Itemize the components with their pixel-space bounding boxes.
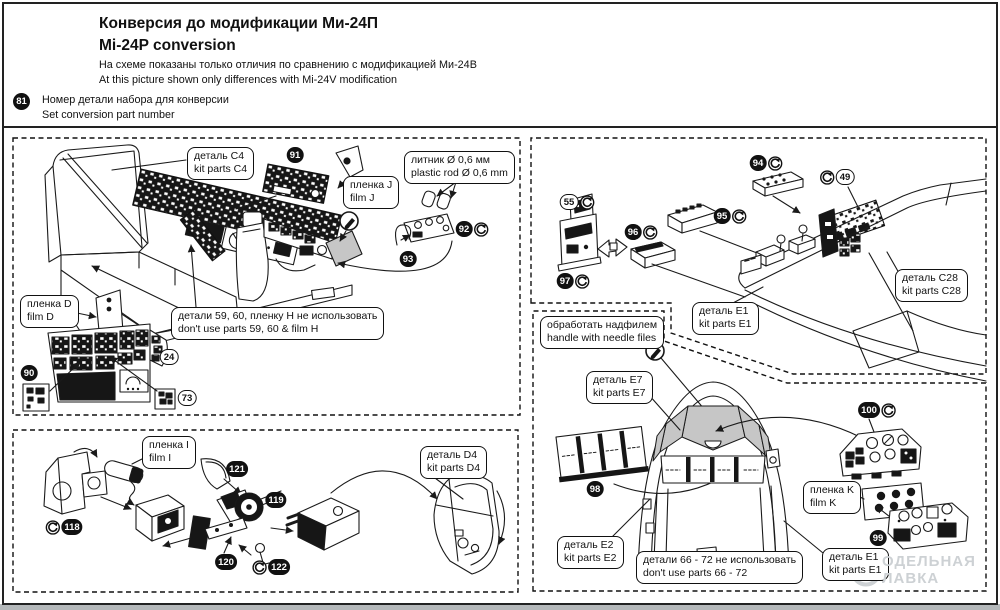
marker-73 (178, 390, 197, 406)
label-film-k: пленка K film K (803, 481, 861, 514)
part-number-badge: 121 (226, 461, 248, 477)
rotate-icon (473, 222, 488, 237)
rotate-icon (642, 225, 657, 240)
label-plastic-rod: литник Ø 0,6 мм plastic rod Ø 0,6 mm (404, 151, 515, 184)
label-kit-parts-d4: деталь D4 kit parts D4 (420, 446, 487, 479)
marker-96 (625, 224, 658, 240)
shop-watermark: ОДЕЛЬНАЯ ЛАВКА (882, 553, 976, 588)
legend (13, 93, 229, 122)
rotate-icon (45, 520, 60, 535)
label-film-i: пленка I film I (142, 436, 196, 469)
title-english: Mi-24P conversion (99, 36, 236, 54)
marker-93 (400, 251, 417, 267)
rotate-icon (252, 560, 267, 575)
rotate-icon (820, 170, 835, 185)
marker-118 (45, 519, 82, 535)
marker-97 (557, 273, 590, 289)
page-title (99, 13, 378, 56)
label-kit-parts-e1-top: деталь E1 kit parts E1 (692, 302, 759, 335)
label-film-j: пленка J film J (343, 176, 399, 209)
marker-55 (560, 194, 595, 210)
marker-94 (750, 155, 783, 171)
label-kit-parts-e2: деталь E2 kit parts E2 (557, 536, 624, 569)
rotate-icon (767, 156, 782, 171)
rotate-icon (579, 195, 594, 210)
part-number-badge: 73 (178, 390, 197, 406)
part-number-badge: 90 (21, 365, 38, 381)
marker-24 (160, 349, 179, 365)
label-kit-parts-c28: деталь C28 kit parts C28 (895, 269, 968, 302)
part-number-badge: 96 (625, 224, 642, 240)
marker-100 (858, 402, 896, 418)
label-dont-use-66-72: детали 66 - 72 не использовать don't use parts 66 - 72 (636, 551, 803, 584)
marker-90 (21, 365, 38, 381)
part-number-badge: 98 (587, 481, 604, 497)
part-number-badge: 120 (215, 554, 237, 570)
part-number-badge: 24 (160, 349, 179, 365)
note-english: At this picture shown only differences with Mi-24V modification (99, 73, 398, 86)
label-kit-parts-c4: деталь C4 kit parts C4 (187, 147, 254, 180)
legend-russian: Номер детали набора для конверсии (42, 94, 229, 106)
rotate-icon (731, 209, 746, 224)
rotate-icon (881, 403, 896, 418)
page-note (99, 58, 477, 87)
marker-119 (265, 492, 286, 508)
rotate-icon (574, 274, 589, 289)
marker-49 (820, 169, 855, 185)
note-russian: На схеме показаны только отличия по сравнению с модификацией Ми-24В (99, 59, 477, 71)
title-russian: Конверсия до модификации Ми-24П (99, 15, 379, 32)
marker-91 (287, 147, 304, 163)
label-kit-parts-e7: деталь E7 kit parts E7 (586, 371, 653, 404)
marker-99 (870, 530, 887, 546)
label-film-d: пленка D film D (20, 295, 79, 328)
part-number-badge: 99 (870, 530, 887, 546)
part-number-badge: 55 (560, 194, 579, 210)
part-number-badge: 119 (265, 492, 286, 508)
legend-part-number-badge: 81 (13, 93, 30, 110)
label-kit-parts-e1-bottom: деталь E1 kit parts E1 (822, 548, 889, 581)
part-number-badge: 94 (750, 155, 767, 171)
part-number-badge: 49 (836, 169, 855, 185)
pencil-icon (340, 212, 358, 230)
part-number-badge: 95 (714, 208, 731, 224)
marker-98 (587, 481, 604, 497)
part-number-badge: 118 (61, 519, 82, 535)
part-number-badge: 97 (557, 273, 574, 289)
part-number-badge: 93 (400, 251, 417, 267)
marker-122 (252, 559, 290, 575)
marker-121 (226, 461, 248, 477)
label-needle-files: обработать надфилем handle with needle files (540, 316, 664, 349)
marker-95 (714, 208, 747, 224)
part-number-badge: 100 (858, 402, 880, 418)
part-number-badge: 122 (268, 559, 290, 575)
label-dont-use-59-60: детали 59, 60, пленку H не использовать don't use parts 59, 60 & film H (171, 307, 384, 340)
legend-english: Set conversion part number (42, 108, 175, 121)
part-number-badge: 91 (287, 147, 304, 163)
part-number-badge: 92 (456, 221, 473, 237)
marker-92 (456, 221, 489, 237)
marker-120 (215, 554, 237, 570)
